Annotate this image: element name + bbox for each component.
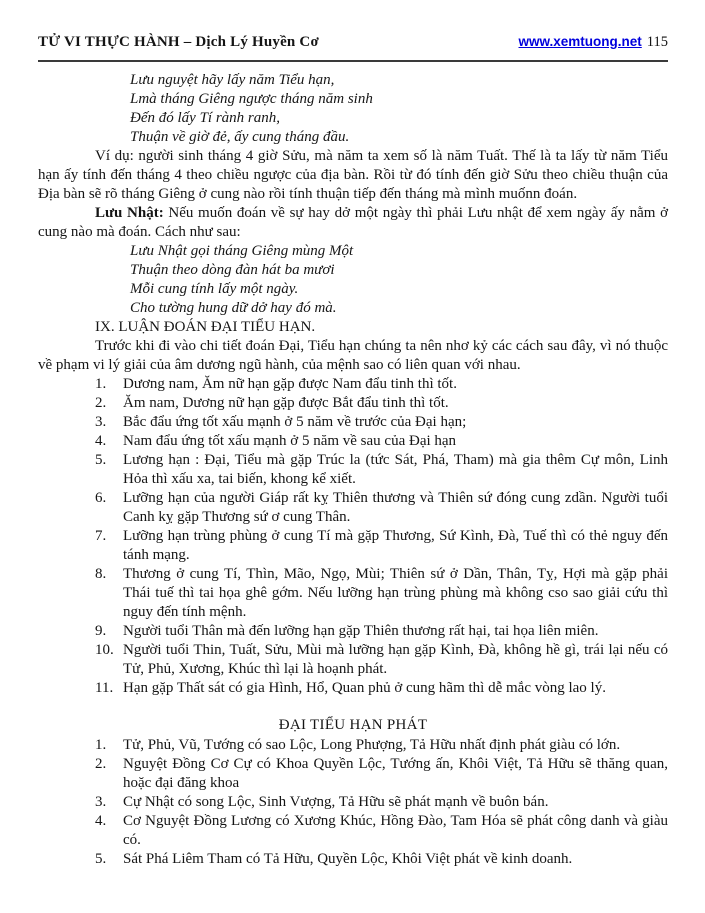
item-text: Lưỡng hạn trùng phùng ở cung Tí mà gặp Thương, Sứ Kình, Đà, Tuế thì có thẻ nguy đến tánh mạng. (123, 528, 668, 563)
item-text: Thương ở cung Tí, Thìn, Mão, Ngọ, Mùi; Thiên sứ ở Dần, Thân, Tỵ, Hợi mà gặp phải Thái tuế thì tai họa ghê gớm. Nếu lưỡng hạn trùng phùng mà không cso sao giải cứu thì nguy đến tính mệnh. (123, 566, 668, 620)
list-item (95, 527, 668, 565)
list-item (95, 641, 668, 679)
item-number: 10. (95, 642, 114, 658)
list-item (95, 736, 668, 755)
verse-block-luu-nhat (130, 242, 668, 318)
page-body (38, 71, 668, 869)
item-text: Sát Phá Liêm Tham có Tả Hữu, Quyền Lộc, Khôi Việt phát về kinh doanh. (123, 851, 573, 867)
verse-line: Thuận theo dòng đàn hát ba mươi (130, 262, 335, 278)
phat-list (95, 736, 668, 869)
verse-line: Thuận về giờ đẻ, ấy cung tháng đầu. (130, 129, 350, 145)
item-number: 11. (95, 680, 114, 696)
verse-line: Lưu Nhật gọi tháng Giêng mùng Một (130, 243, 354, 259)
item-number: 6. (95, 490, 107, 506)
list-item (95, 432, 668, 451)
item-text: Người tuổi Thin, Tuất, Sửu, Mùi mà lưỡng hạn gặp Kình, Đà, không hề gì, trái lại nếu có Tử, Phủ, Xương, Khúc thì lại là hoạnh phát. (123, 642, 668, 677)
item-number: 4. (95, 433, 107, 449)
item-number: 4. (95, 813, 107, 829)
verse-line: Lưu nguyệt hãy lấy năm Tiểu hạn, (130, 72, 335, 88)
verse-line: Mỗi cung tính lấy một ngày. (130, 281, 299, 297)
paragraph-example: Ví dụ: người sinh tháng 4 giờ Sửu, mà năm ta xem số là năm Tuất. Thế là ta lấy từ năm Tiểu hạn ấy tính đến tháng 4 theo chiều ngược của địa bàn. Rồi từ đó tính đến giờ Sửu theo chiều thuận của Địa bàn sẽ rõ tháng Giêng ở cung nào rồi tính thuận tiếp đến tháng mà mình muốnn đoán. (38, 148, 668, 202)
item-text: Lưỡng hạn của người Giáp rất kỵ Thiên thương và Thiên sứ đóng cung zdần. Người tuổi Canh kỵ gặp Thương sứ ơ cung Thân. (123, 490, 668, 525)
item-number: 5. (95, 452, 107, 468)
paragraph-text: Nếu muốn đoán về sự hay dở một ngày thì phải Lưu nhật để xem ngày ấy nằm ở cung nào mà đoán. Cách như sau: (38, 205, 669, 240)
item-text: Người tuổi Thân mà đến lưỡng hạn gặp Thiên thương rất hại, tai họa liên miên. (123, 623, 599, 639)
list-item (95, 793, 668, 812)
page-header-title: TỬ VI THỰC HÀNH – Dịch Lý Huyền Cơ (38, 34, 319, 50)
item-number: 5. (95, 851, 107, 867)
item-number: 1. (95, 376, 107, 392)
item-number: 8. (95, 566, 107, 582)
header-divider (38, 60, 668, 62)
verse-block-luu-nguyet (130, 71, 668, 147)
item-number: 9. (95, 623, 107, 639)
item-text: Nam đẩu ứng tốt xấu mạnh ở 5 năm về sau của Đại hạn (123, 433, 457, 449)
item-number: 2. (95, 756, 107, 772)
list-item (95, 622, 668, 641)
item-number: 1. (95, 737, 107, 753)
list-item (95, 565, 668, 622)
item-text: Ăm nam, Dương nữ hạn gặp được Bắt đẩu tinh thì tốt. (123, 395, 449, 411)
section-heading-phat: ĐẠI TIỂU HẠN PHÁT (278, 717, 428, 733)
list-item (95, 394, 668, 413)
item-number: 7. (95, 528, 107, 544)
list-item (95, 850, 668, 869)
item-text: Tử, Phủ, Vũ, Tướng có sao Lộc, Long Phượng, Tả Hữu nhất định phát giàu có lớn. (123, 737, 621, 753)
item-number: 2. (95, 395, 107, 411)
list-item (95, 812, 668, 850)
verse-line: Đến đó lấy Tí rành ranh, (130, 110, 280, 126)
item-text: Dương nam, Ăm nữ hạn gặp được Nam đẩu tinh thì tốt. (123, 376, 457, 392)
item-number: 3. (95, 794, 107, 810)
list-item (95, 755, 668, 793)
item-text: Lương hạn : Đại, Tiểu mà gặp Trúc la (tức Sát, Phá, Tham) mà gia thêm Cự môn, Linh Hỏa thì xấu xa, tai biến, khong kể xiết. (123, 452, 668, 487)
item-text: Cơ Nguyệt Đồng Lương có Xương Khúc, Hồng Đào, Tam Hóa sẽ phát công danh và giàu có. (123, 813, 668, 848)
paragraph-luu-nhat (38, 204, 668, 242)
section-heading-ix: IX. LUẬN ĐOÁN ĐẠI TIỂU HẠN. (95, 319, 316, 335)
paragraph-intro: Trước khi đi vào chi tiết đoán Đại, Tiểu hạn chúng ta nên nhơ kỷ các cách sau đây, vì nó thuộc về phạm vi lý giải của âm dương ngũ hành, của mệnh sao có liên quan với nhau. (38, 338, 668, 373)
verse-line: Cho tường hung dữ dở hay đó mà. (130, 300, 337, 316)
site-link[interactable]: www.xemtuong.net (518, 34, 642, 49)
item-number: 3. (95, 414, 107, 430)
list-item (95, 489, 668, 527)
rules-list (95, 375, 668, 698)
page-header-right (519, 34, 668, 51)
list-item (95, 451, 668, 489)
item-text: Cự Nhật có song Lộc, Sinh Vượng, Tả Hữu sẽ phát mạnh về buôn bán. (123, 794, 549, 810)
item-text: Nguyệt Đồng Cơ Cự có Khoa Quyền Lộc, Tướng ấn, Khôi Việt, Tả Hữu sẽ thăng quan, hoặc đại đăng khoa (123, 756, 668, 791)
list-item (95, 413, 668, 432)
paragraph-lead-bold: Lưu Nhật: (95, 205, 164, 221)
verse-line: Lmà tháng Giêng ngược tháng năm sinh (130, 91, 373, 107)
list-item (95, 679, 668, 698)
item-text: Hạn gặp Thất sát có gia Hình, Hổ, Quan phủ ở cung hãm thì dễ mắc vòng lao lý. (123, 680, 606, 696)
item-text: Bắc đẩu ứng tốt xấu mạnh ở 5 năm về trước của Đại hạn; (123, 414, 467, 430)
page-number: 115 (646, 34, 668, 50)
list-item (95, 375, 668, 394)
page-header (38, 34, 668, 51)
